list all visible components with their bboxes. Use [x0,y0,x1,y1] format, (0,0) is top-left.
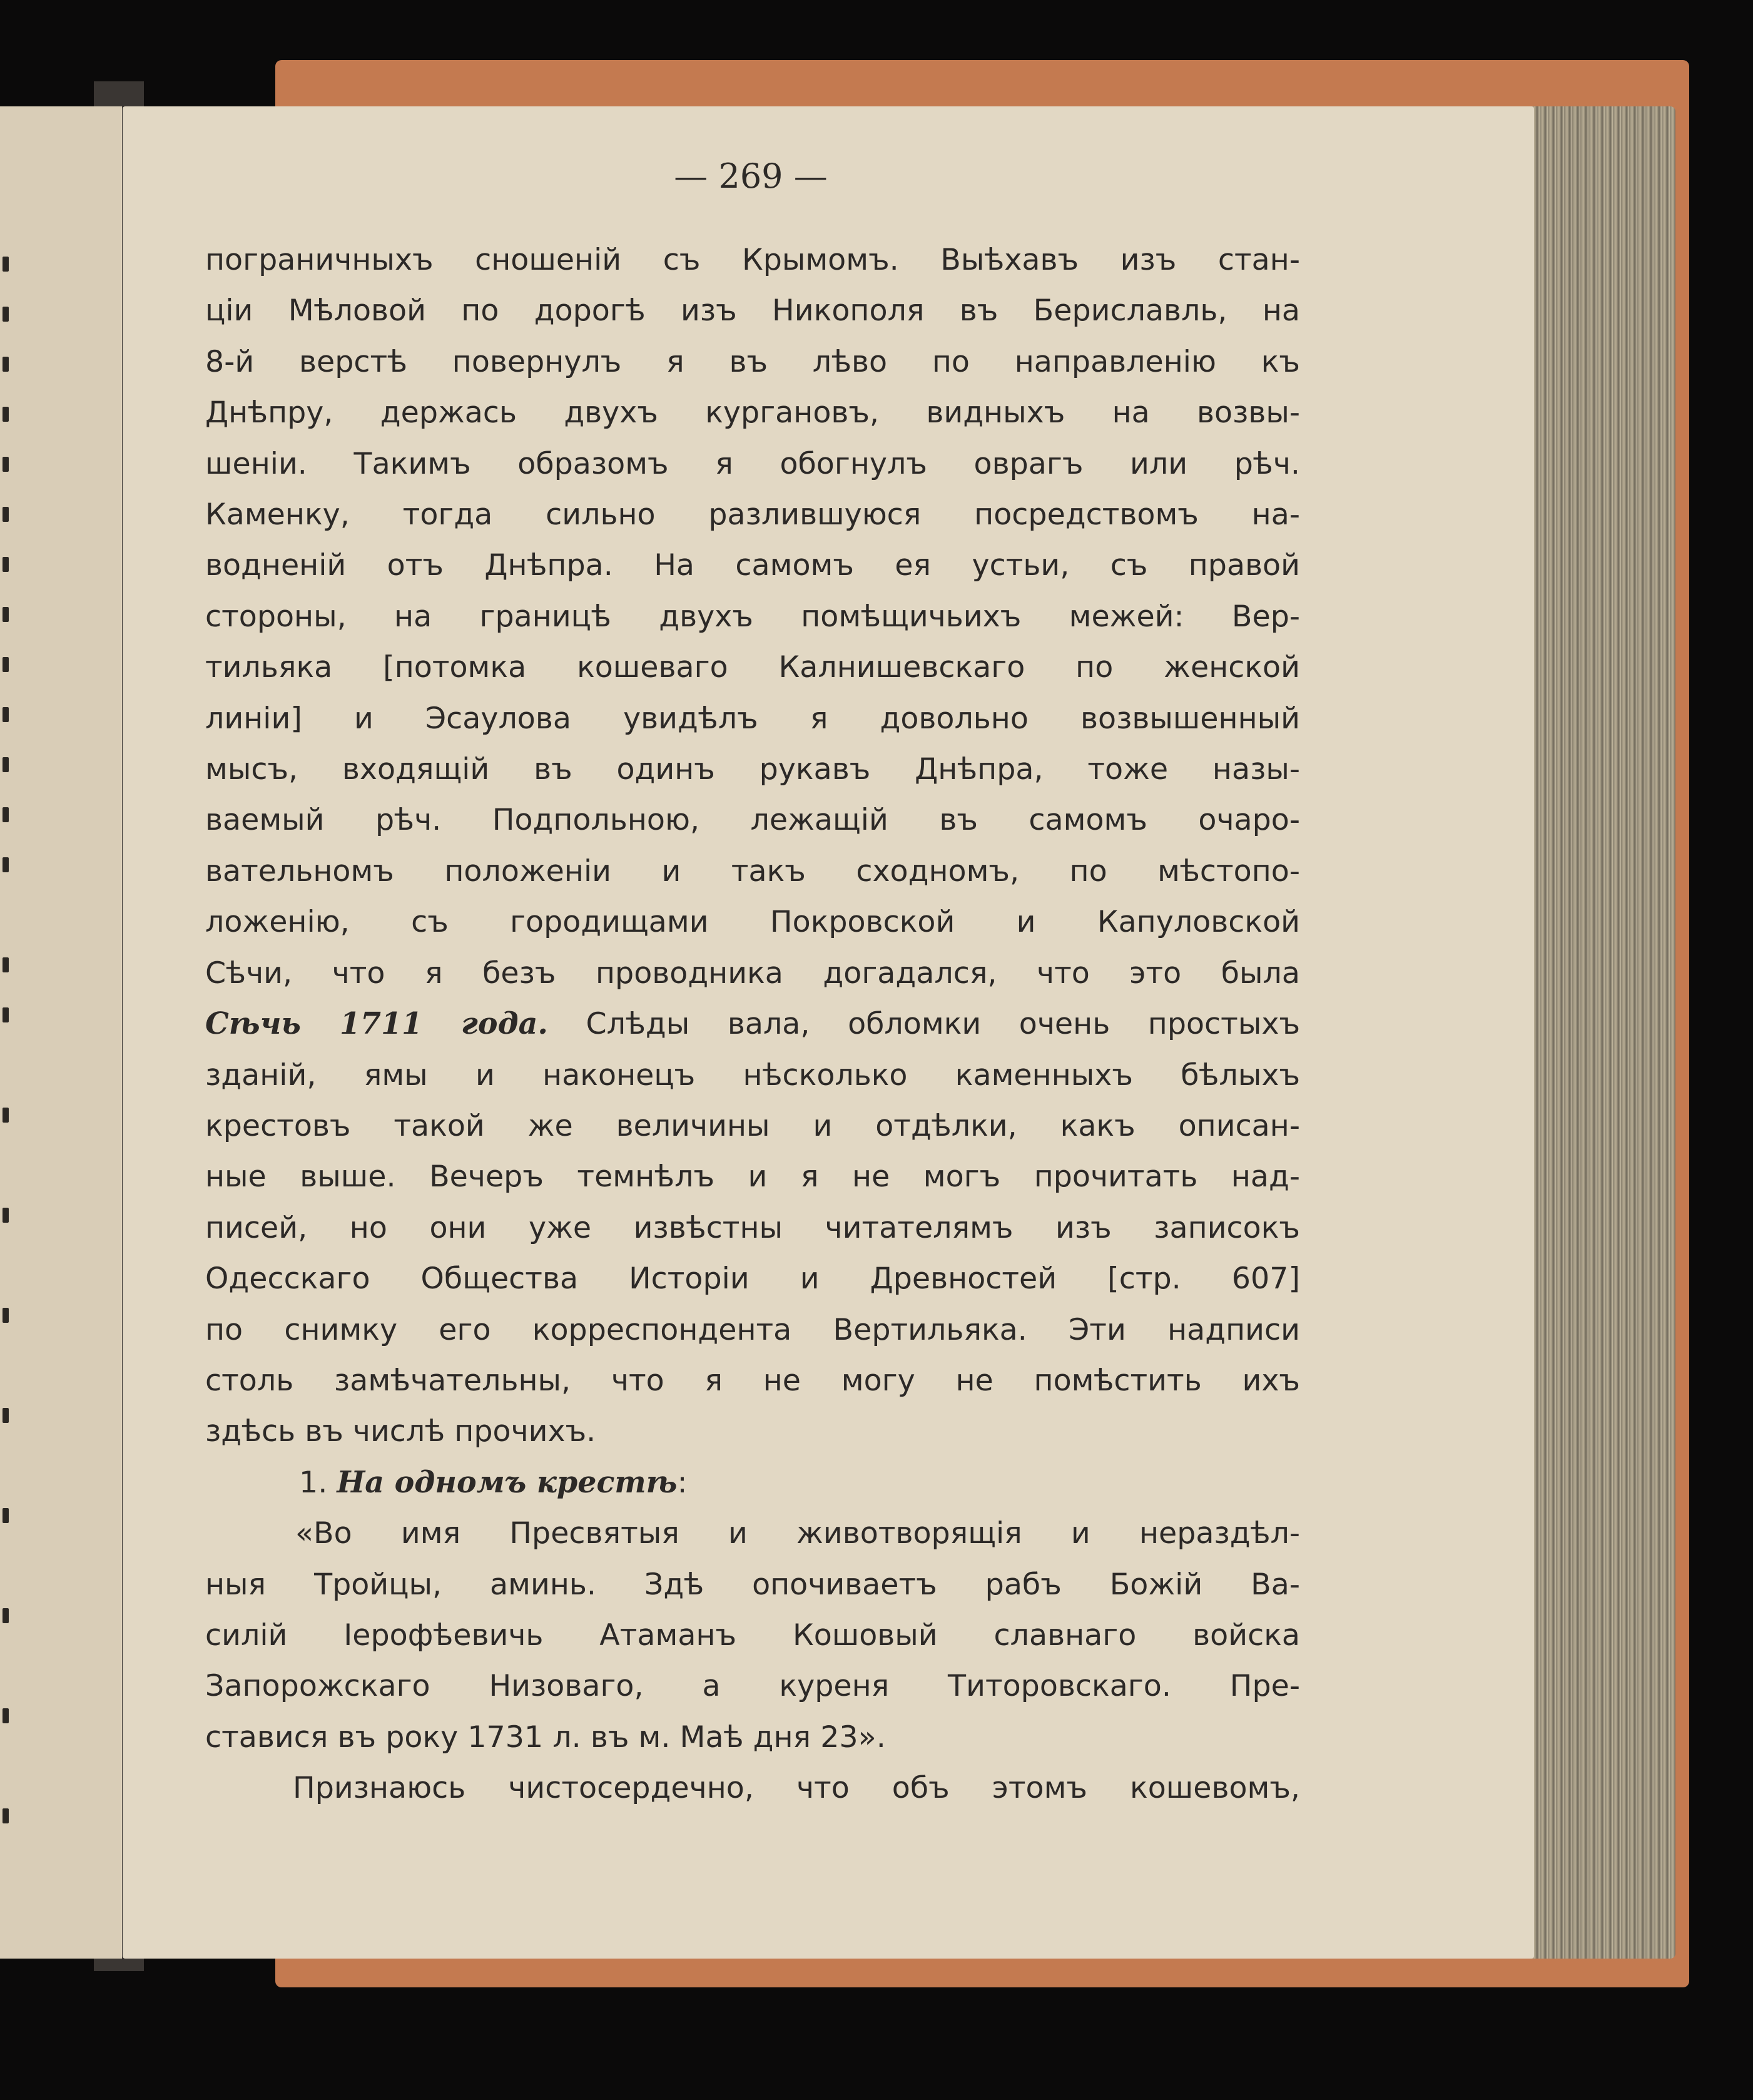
text-line: стороны, на границѣ двухъ помѣщичьихъ межей: Вер- [205,599,1300,634]
left-page-margin-marks [0,106,25,1959]
list-number: 1. [299,1465,337,1500]
text-line: Сѣчи, что я безъ проводника догадался, что это была [205,956,1300,991]
text-line: Одесскаго Общества Исторіи и Древностей [стр. 607] [205,1262,1300,1297]
text-line: ваемый рѣч. Подпольною, лежащій въ самомъ очаро- [205,803,1300,838]
text-line: Днѣпру, держась двухъ кургановъ, видныхъ на возвы- [205,395,1300,431]
text-line: «Во имя Пресвятыя и животворящія и нераздѣл- [295,1516,1300,1551]
text-line: ставися въ року 1731 л. въ м. Маѣ дня 23». [205,1720,886,1755]
text-line: ные выше. Вечеръ темнѣлъ и я не могъ прочитать над- [205,1160,1300,1195]
text-line: линіи] и Эсаулова увидѣлъ я довольно возвышенный [205,701,1300,736]
italic-heading: На одномъ крестѣ [337,1464,678,1500]
text-line [205,1457,1300,1508]
text-line: по снимку его корреспондента Вертильяка. Эти надписи [205,1312,1300,1347]
text-span: : [677,1465,688,1500]
text-line: крестовъ такой же величины и отдѣлки, какъ описан- [205,1108,1300,1143]
text-line: столь замѣчательны, что я не могу не помѣстить ихъ [205,1363,1300,1398]
italic-heading: Сѣчь 1711 года. [205,1006,548,1042]
text-line: ціи Мѣловой по дорогѣ изъ Никополя въ Бериславль, на [205,293,1300,329]
text-line: водненій отъ Днѣпра. На самомъ ея устьи, съ правой [205,548,1300,583]
text-line: силій Іерофѣевичь Атаманъ Кошовый славнаго войска [205,1618,1300,1653]
text-line: Признаюсь чистосердечно, что объ этомъ кошевомъ, [293,1771,1300,1806]
text-line: Каменку, тогда сильно разлившуюся посредствомъ на- [205,497,1300,533]
text-line: шеніи. Такимъ образомъ я обогнулъ оврагъ или рѣч. [205,446,1300,481]
text-line: ныя Тройцы, аминь. Здѣ опочиваетъ рабъ Божій Ва- [205,1567,1300,1602]
text-line: мысъ, входящій въ одинъ рукавъ Днѣпра, тоже назы- [205,752,1300,787]
text-span: Слѣды вала, обломки очень простыхъ [547,1007,1301,1042]
text-line: писей, но они уже извѣстны читателямъ изъ записокъ [205,1210,1300,1245]
text-line: тильяка [потомка кошеваго Калнишевскаго по женской [205,650,1300,685]
text-line: 8-й верстѣ повернулъ я въ лѣво по направленію къ [205,344,1300,379]
text-line: пограничныхъ сношеній съ Крымомъ. Выѣхавъ изъ стан- [205,243,1300,277]
page-edges [1532,106,1675,1959]
text-line: ложенію, съ городищами Покровской и Капуловской [205,905,1300,940]
text-line [205,999,1300,1049]
text-line: Запорожскаго Низоваго, а куреня Титоровскаго. Пре- [205,1669,1300,1704]
page-number: — 269 — [674,156,828,196]
text-line: вательномъ положеніи и такъ сходномъ, по мѣстопо- [205,854,1300,889]
text-line: здѣсь въ числѣ прочихъ. [205,1414,596,1449]
page-text [205,235,1300,1814]
text-line: зданій, ямы и наконецъ нѣсколько каменныхъ бѣлыхъ [205,1058,1300,1093]
